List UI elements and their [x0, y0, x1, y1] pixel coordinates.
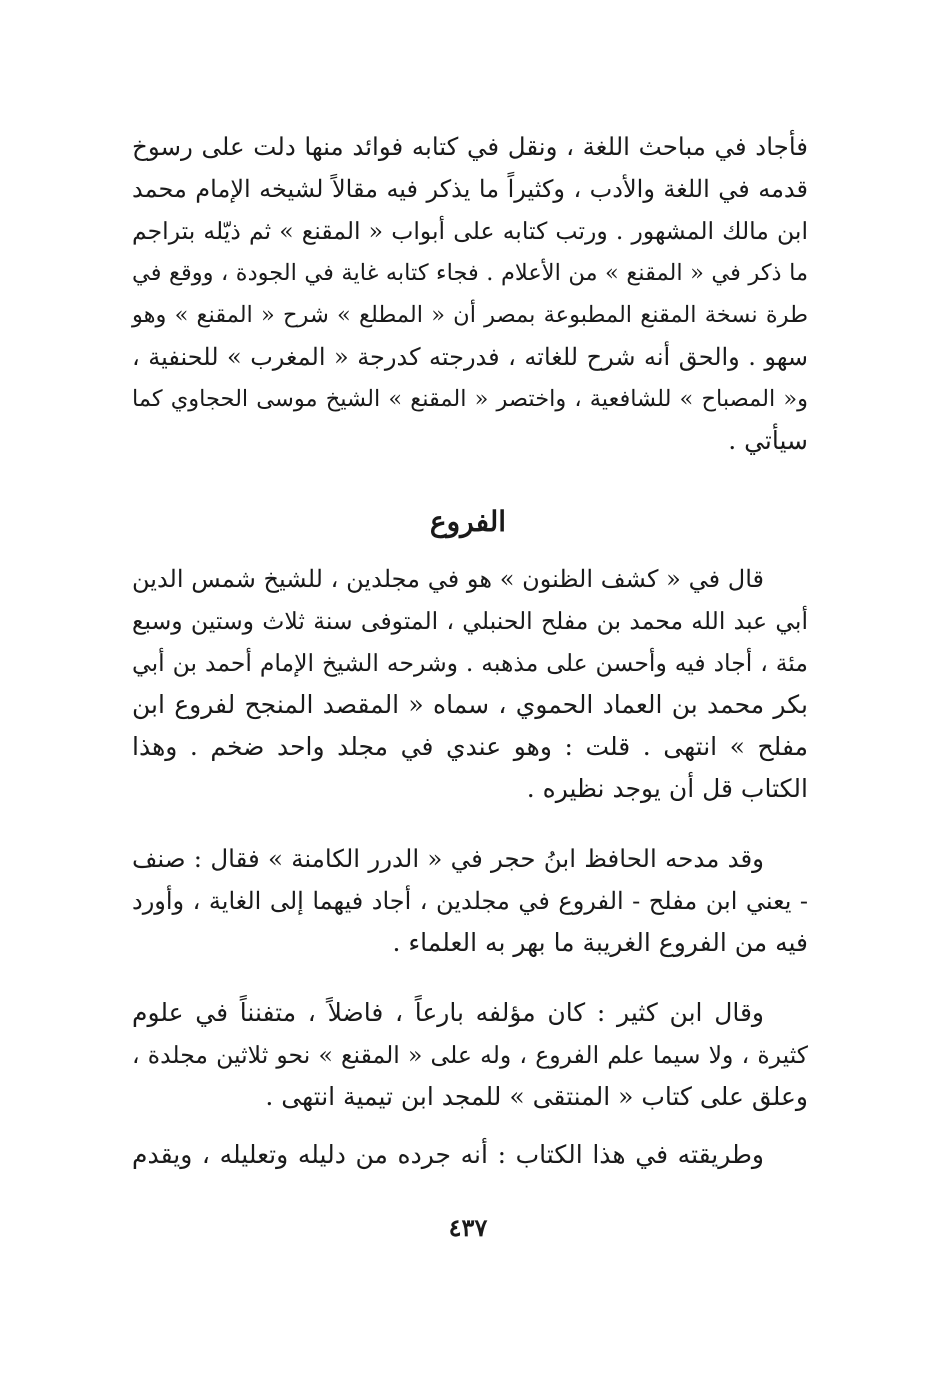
text-line: مئة ، أجاد فيه وأحسن على مذهبه . وشرحه الشيخ الإمام أحمد بن أبي [132, 649, 808, 677]
furu-paragraph-4 [132, 1134, 808, 1176]
text-line: مفلح » انتهى . قلت : وهو عندي في مجلد واحد ضخم . وهذا [132, 732, 808, 761]
section-heading: الفروع [429, 505, 507, 538]
text-line: فأجاد في مباحث اللغة ، ونقل في كتابه فوائد منها دلت على رسوخ [132, 132, 808, 161]
page-number: ٤٣٧ [448, 1213, 488, 1242]
text-line: وطريقته في هذا الكتاب : أنه جرده من دليله وتعليله ، ويقدم [132, 1140, 764, 1169]
text-line: كثيرة ، ولا سيما علم الفروع ، وله على « المقنع » نحو ثلاثين مجلدة ، [132, 1041, 808, 1069]
furu-paragraph-3 [132, 992, 808, 1118]
text-line: وقال ابن كثير : كان مؤلفه بارعاً ، فاضلاً ، متفنناً في علوم [132, 998, 764, 1027]
text-line: و« المصباح » للشافعية ، واختصر « المقنع » الشيخ موسى الحجاوي كما [132, 386, 808, 412]
text-line: وعلق على كتاب « المنتقى » للمجد ابن تيمية انتهى . [265, 1082, 808, 1111]
text-line: فيه من الفروع الغريبة ما بهر به العلماء . [392, 928, 808, 957]
text-line: - يعني ابن مفلح - الفروع في مجلدين ، أجاد فيهما إلى الغاية ، وأورد [132, 887, 808, 915]
text-line: سهو . والحق أنه شرح للغاته ، فدرجته كدرجة « المغرب » للحنفية ، [132, 343, 808, 371]
text-line: طرة نسخة المقنع المطبوعة بمصر أن « المطلع » شرح « المقنع » وهو [132, 302, 808, 328]
text-line: الكتاب قل أن يوجد نظيره . [526, 774, 808, 803]
text-line: وقد مدحه الحافظ ابنُ حجر في « الدرر الكامنة » فقال : صنف [132, 844, 764, 873]
furu-paragraph-1 [132, 558, 808, 810]
text-line: أبي عبد الله محمد بن مفلح الحنبلي ، المتوفى سنة ثلاث وستين وسبع [132, 607, 808, 635]
text-line: بكر محمد بن العماد الحموي ، سماه « المقصد المنجح لفروع ابن [132, 690, 808, 719]
text-line: ابن مالك المشهور . ورتب كتابه على أبواب « المقنع » ثم ذيّله بتراجم [132, 217, 808, 245]
text-line: قدمه في اللغة والأدب ، وكثيراً ما يذكر فيه مقالاً لشيخه الإمام محمد [132, 175, 808, 203]
text-line: سيأتي . [728, 426, 808, 455]
text-line: قال في « كشف الظنون » هو في مجلدين ، للشيخ شمس الدين [132, 565, 764, 593]
furu-paragraph-2 [132, 838, 808, 964]
text-line: ما ذكر في « المقنع » من الأعلام . فجاء كتابه غاية في الجودة ، ووقع في [132, 260, 808, 286]
intro-paragraph [132, 126, 808, 462]
